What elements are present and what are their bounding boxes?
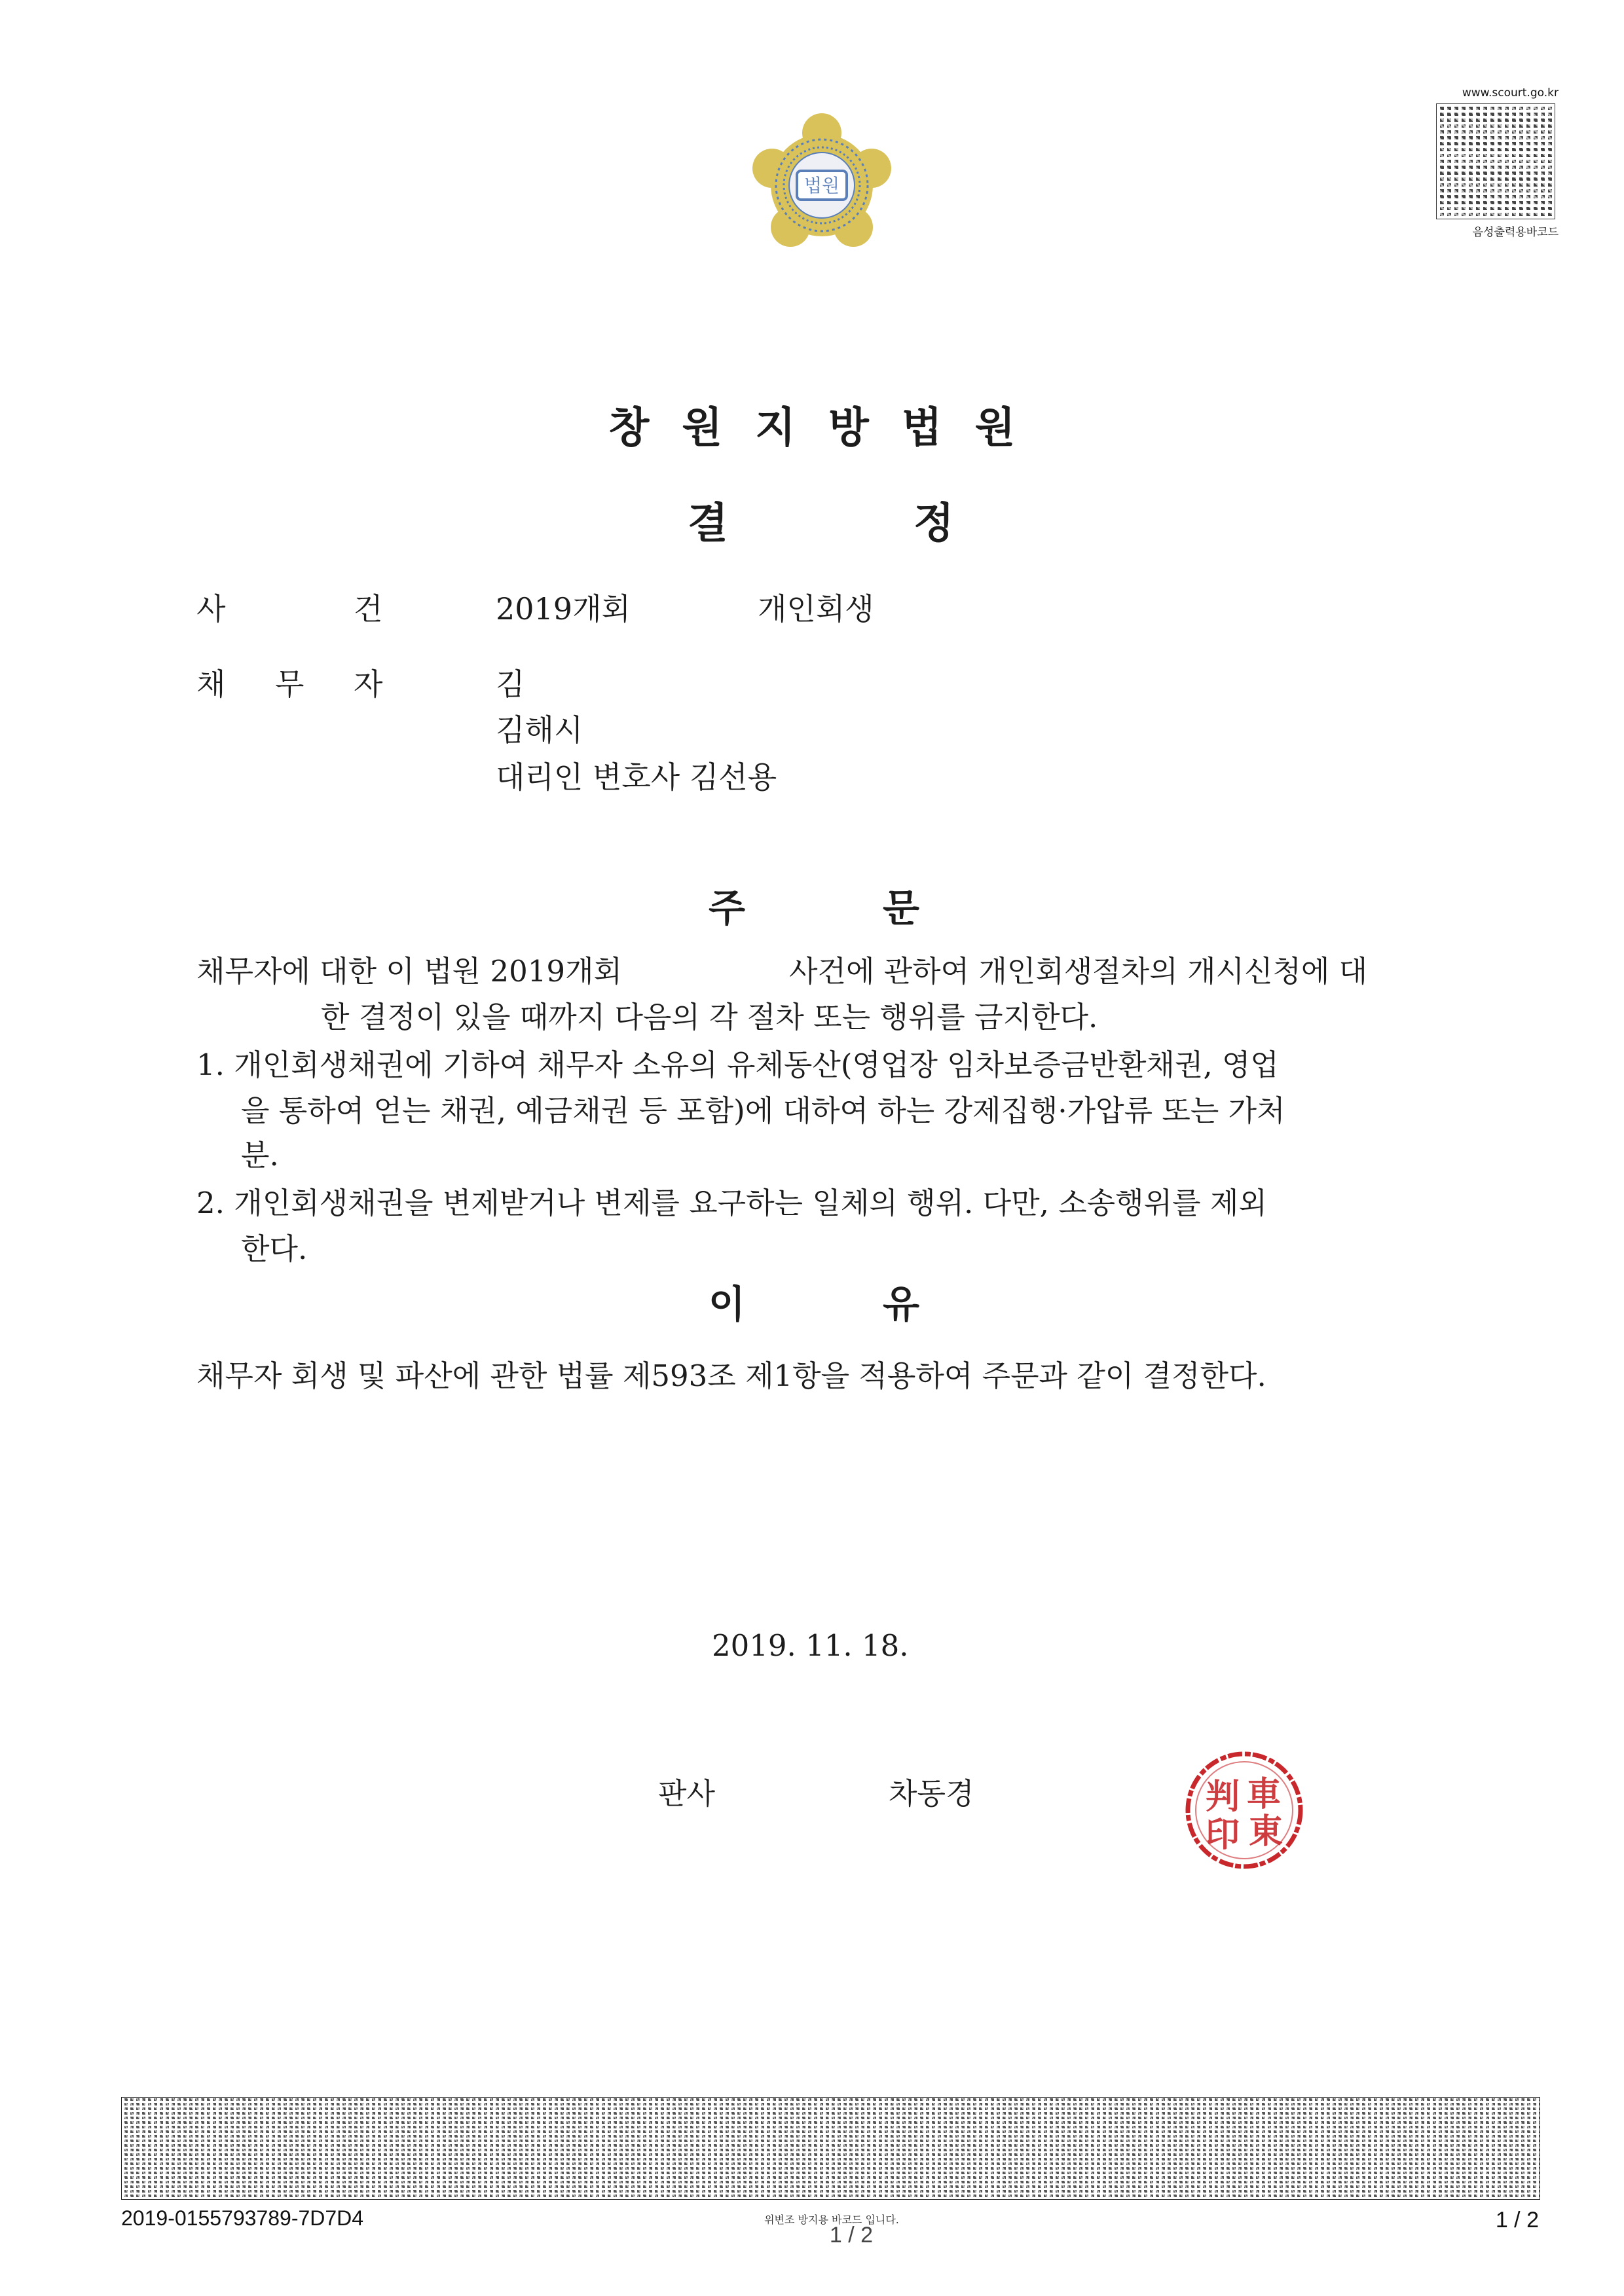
reason-heading-left: 이 [709,1282,746,1326]
order-item1-line3: 분. [241,1138,279,1173]
debtor-label-char: 무 [275,666,304,702]
case-label-char: 건 [354,591,383,627]
order-intro-part2: 사건에 관하여 개인회생절차의 개시신청에 대 [789,954,1368,989]
page-number-right: 1 / 2 [1495,2208,1539,2232]
order-heading-right: 문 [883,886,920,930]
debtor-label-char: 자 [354,666,383,702]
order-item2-line1: 2. 개인회생채권을 변제받거나 변제를 요구하는 일체의 행위. 다만, 소송행위를 제외 [196,1186,1267,1220]
doc-type-right: 정 [913,500,954,548]
judge-title: 판사 [658,1776,715,1811]
anti-forgery-barcode [121,2097,1540,2200]
seal-char: 印 [1205,1815,1240,1855]
court-name-title: 창원지방법원 [608,404,1048,452]
barcode-note: 위변조 방지용 바코드 입니다. [764,2214,899,2226]
debtor-label-char: 채 [196,666,226,702]
case-number: 2019개회 [496,591,631,627]
order-intro-part1: 채무자에 대한 이 법원 2019개회 [196,954,622,989]
document-code: 2019-0155793789-7D7D4 [121,2206,364,2230]
reason-text: 채무자 회생 및 파산에 관한 법률 제593조 제1항을 적용하여 주문과 같이 결정한다. [196,1358,1266,1393]
debtor-name: 김 [496,666,525,702]
order-item2-line2: 한다. [241,1231,308,1266]
order-heading-left: 주 [709,886,746,930]
decision-date: 2019. 11. 18. [712,1628,909,1663]
order-intro-line2: 한 결정이 있을 때까지 다음의 각 절차 또는 행위를 금지한다. [321,1000,1098,1034]
case-type: 개인회생 [758,591,874,627]
seal-char: 判 [1205,1777,1240,1817]
seal-char: 車 [1246,1774,1282,1814]
emblem-text: 법원 [803,175,840,196]
order-item1-line2: 을 통하여 얻는 채권, 예금채권 등 포함)에 대하여 하는 강제집행·가압류 또는 가처 [241,1093,1285,1128]
reason-heading-right: 유 [883,1282,920,1326]
page-number-center: 1 / 2 [829,2223,874,2248]
case-label [196,589,393,629]
court-emblem-logo [743,108,900,259]
seal-char: 東 [1248,1812,1283,1851]
qr-url-label: www.scourt.go.kr [1462,86,1559,100]
judge-name: 차동경 [889,1776,974,1811]
qr-code-image [1436,103,1555,219]
doc-type-left: 결 [688,500,728,548]
qr-caption-label: 음성출력용바코드 [1472,226,1559,239]
case-label-char: 사 [196,591,226,627]
debtor-attorney: 대리인 변호사 김선용 [496,759,777,795]
debtor-address: 김해시 [496,712,583,748]
debtor-label [196,665,393,704]
order-item1-line1: 1. 개인회생채권에 기하여 채무자 소유의 유체동산(영업장 임차보증금반환채권, 영업 [196,1048,1279,1082]
judge-seal-stamp [1182,1748,1306,1872]
